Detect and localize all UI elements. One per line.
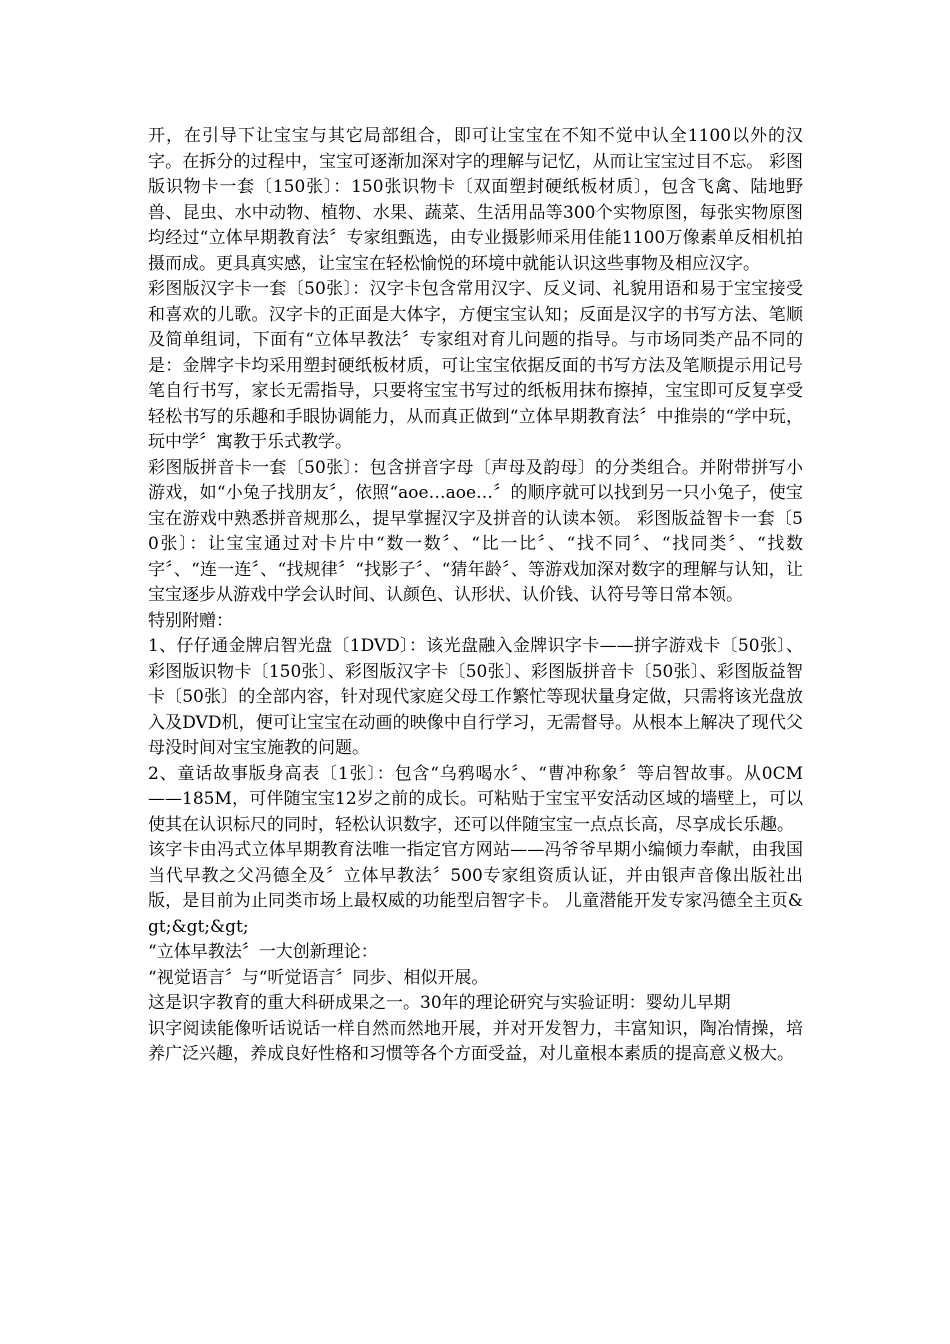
paragraph-chinese-character-cards: 彩图版汉字卡一套〔50张〕：汉字卡包含常用汉字、反义词、礼貌用语和易于宝宝接受和喜欢的儿歌。汉字卡的正面是大体字，方便宝宝认知；反面是汉字的书写方法、笔顺及简单组词，下面有“立体早教法〞专家组对育儿问题的指导。与市场同类产品不同的是：金牌字卡均采用塑封硬纸板材质，可让宝宝依据反面的书写方法及笔顺提示用记号笔自行书写，家长无需指导，只要将宝宝书写过的纸板用抹布擦掉，宝宝即可反复享受轻松书写的乐趣和手眼协调能力，从而真正做到“立体早期教育法〞中推崇的“学中玩，玩中学〞寓教于乐式教学。 xyxy=(148,279,803,452)
paragraph-theory-heading: “立体早教法〞一大创新理论： xyxy=(148,942,378,962)
paragraph-intro-and-object-cards: 开，在引导下让宝宝与其它局部组合，即可让宝宝在不知不觉中认全1100以外的汉字。在拆分的过程中，宝宝可逐渐加深对字的理解与记忆，从而让宝宝过目不忘。 彩图版识物卡一套〔150张〕：150张识物卡〔双面塑封硬纸板材质〕，包含飞禽、陆地野兽、昆虫、水中动物、植物、水果、蔬菜、生活用品等300个实物原图，每张实物原图均经过“立体早期教育法〞专家组甄选，由专业摄影师采用佳能1100万像素单反相机拍摄而成。更具真实感，让宝宝在轻松愉悦的环境中就能认识这些事物及相应汉字。 xyxy=(148,126,803,274)
paragraph-research-result: 这是识字教育的重大科研成果之一。30年的理论研究与实验证明：婴幼儿早期 xyxy=(148,993,731,1013)
paragraph-research-benefits: 识字阅读能像听话说话一样自然而然地开展，并对开发智力，丰富知识，陶冶情操，培养广泛兴趣，养成良好性格和习惯等各个方面受益，对儿童根本素质的提高意义极大。 xyxy=(148,1018,803,1064)
paragraph-special-gifts-heading: 特别附赠： xyxy=(148,610,233,631)
paragraph-publisher-info: 该字卡由冯式立体早期教育法唯一指定官方网站——冯爷爷早期小编倾力奉献，由我国当代早教之父冯德全及〞立体早教法〞500专家组资质认证，并由银声音像出版社出版，是目前为止同类市场上最权威的功能型启智字卡。 儿童潜能开发专家冯德全主页&gt;&gt;&gt; xyxy=(148,840,803,937)
paragraph-gift-dvd: 1、仔仔通金牌启智光盘〔1DVD〕：该光盘融入金牌识字卡——拼字游戏卡〔50张〕、彩图版识物卡〔150张〕、彩图版汉字卡〔50张〕、彩图版拼音卡〔50张〕、彩图版益智卡〔50张〕的全部内容，针对现代家庭父母工作繁忙等现状量身定做，只需将该光盘放入及DVD机，便可让宝宝在动画的映像中自行学习，无需督导。从根本上解决了现代父母没时间对宝宝施教的问题。 xyxy=(148,636,803,758)
paragraph-theory-statement: “视觉语言〞与“听觉语言〞同步、相似开展。 xyxy=(148,967,489,988)
paragraph-gift-height-chart: 2、童话故事版身高表〔1张〕：包含“乌鸦喝水〞、“曹冲称象〞等启智故事。从0CM——185M，可伴随宝宝12岁之前的成长。可粘贴于宝宝平安活动区域的墙壁上，可以使其在认识标尺的同时，轻松认识数字，还可以伴随宝宝一点点长高，尽享成长乐趣。 xyxy=(148,763,803,835)
document-body xyxy=(148,124,803,1068)
paragraph-pinyin-and-puzzle-cards: 彩图版拼音卡一套〔50张〕：包含拼音字母〔声母及韵母〕的分类组合。并附带拼写小游戏，如“小兔子找朋友〞，依照“aoe…aoe…〞的顺序就可以找到另一只小兔子，使宝宝在游戏中熟悉拼音规那么，提早掌握汉字及拼音的认读本领。 彩图版益智卡一套〔50张〕：让宝宝通过对卡片中“数一数〞、“比一比〞、“找不同〞、“找同类〞、“找数字〞、“连一连〞、“找规律〞“找影子〞、“猜年龄〞、等游戏加深对数字的理解与认知，让宝宝逐步从游戏中学会认时间、认颜色、认形状、认价钱、认符号等日常本领。 xyxy=(148,457,803,605)
